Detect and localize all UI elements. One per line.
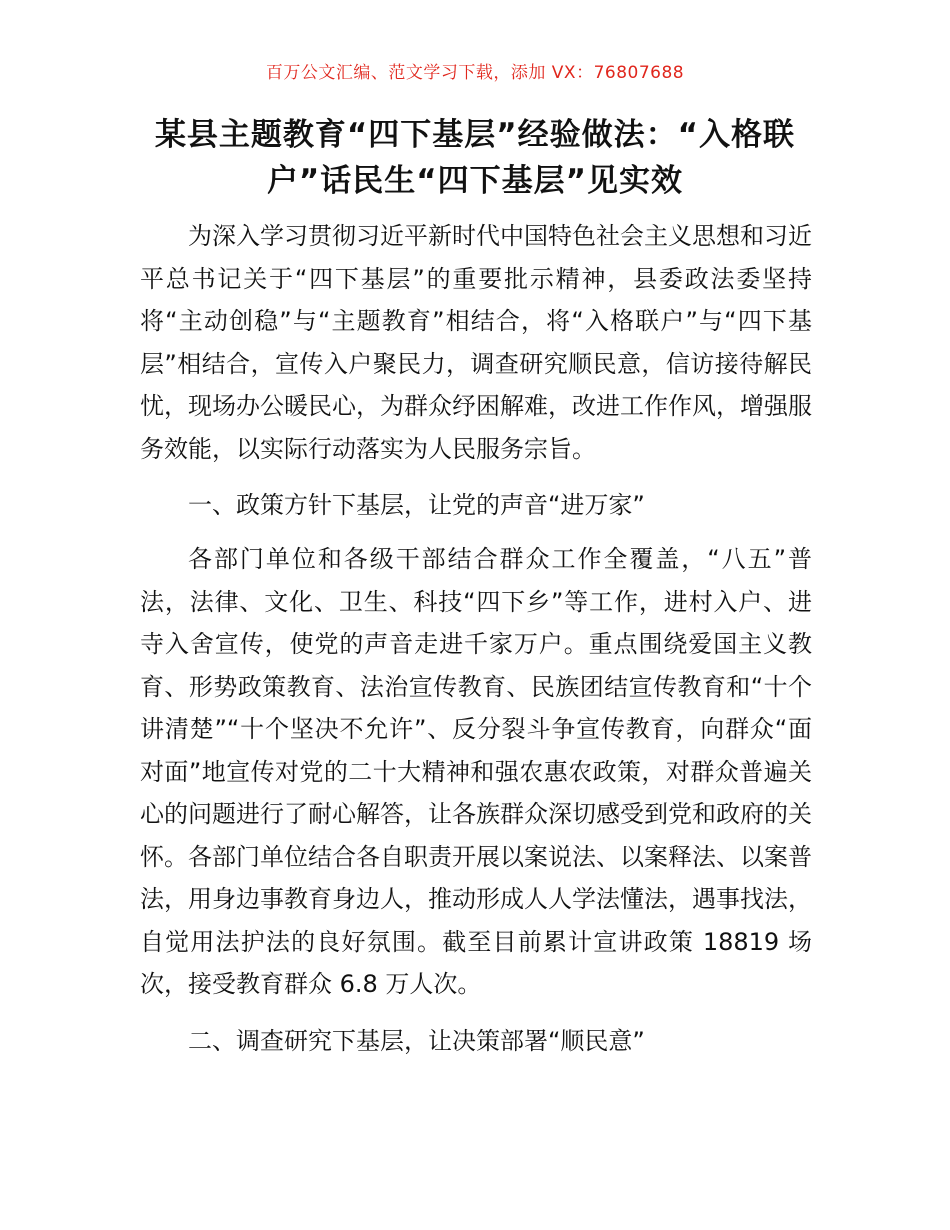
section-1-heading: 一、政策方针下基层，让党的声音“进万家” (188, 491, 645, 519)
section-1-paragraph: 各部门单位和各级干部结合群众工作全覆盖，“八五”普法，法律、文化、卫生、科技“四下乡”等工作，进村入户、进寺入舍宣传，使党的声音走进千家万户。重点围绕爱国主义教育、形势政策教育、法治宣传教育、民族团结宣传教育和“十个讲清楚”“十个坚决不允许”、反分裂斗争宣传教育，向群众“面对面”地宣传对党的二十大精神和强农惠农政策，对群众普遍关心的问题进行了耐心解答，让各族群众深切感受到党和政府的关怀。各部门单位结合各自职责开展以案说法、以案释法、以案普法，用身边事教育身边人，推动形成人人学法懂法，遇事找法，自觉用法护法的良好氛围。截至目前累计宣讲政策 18819 场次，接受教育群众 6.8 万人次。 (140, 545, 812, 998)
watermark-header: 百万公文汇编、范文学习下载，添加 VX：76807688 (265, 63, 685, 83)
section-2-heading: 二、调查研究下基层，让决策部署“顺民意” (188, 1027, 645, 1055)
document-title: 某县主题教育“四下基层”经验做法：“入格联户”话民生“四下基层”见实效 (154, 117, 796, 199)
intro-paragraph: 为深入学习贯彻习近平新时代中国特色社会主义思想和习近平总书记关于“四下基层”的重要批示精神，县委政法委坚持将“主动创稳”与“主题教育”相结合，将“入格联户”与“四下基层”相结合，宣传入户聚民力，调查研究顺民意，信访接待解民忧，现场办公暖民心，为群众纾困解难，改进工作作风，增强服务效能，以实际行动落实为人民服务宗旨。 (140, 222, 812, 463)
